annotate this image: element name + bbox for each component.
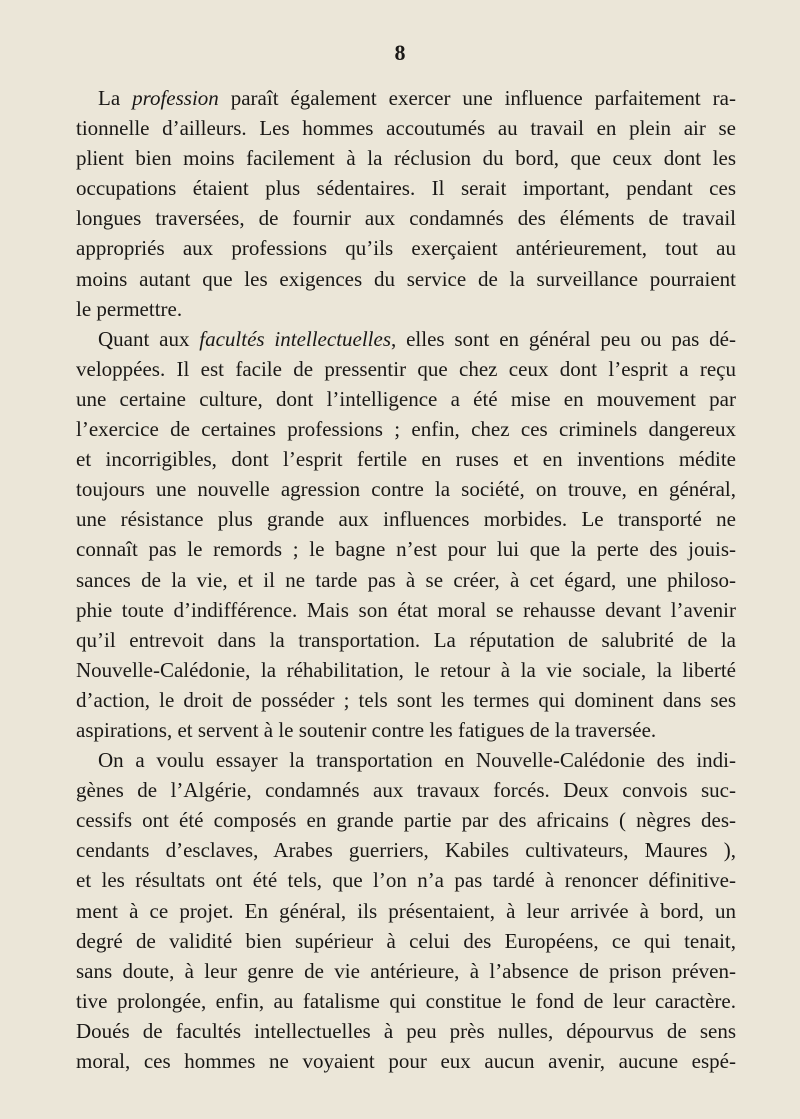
text-segment: gènes de l’Algérie, condamnés aux travaux forcés. Deux convois suc- <box>76 778 736 803</box>
text-segment: moral, ces hommes ne voyaient pour eux aucun avenir, aucune espé- <box>76 1049 736 1073</box>
text-segment: tive prolongée, enfin, au fatalisme qui constitue le fond de leur caractère. <box>76 988 736 1013</box>
body-text <box>76 83 736 1076</box>
text-segment: cendants d’esclaves, Arabes guerriers, Kabiles cultivateurs, Maures ), <box>76 838 736 863</box>
text-segment: et les résultats ont été tels, que l’on n’a pas tardé à renoncer définitive- <box>76 868 736 893</box>
text-segment: sances de la vie, et il ne tarde pas à se créer, à cet égard, une philoso- <box>76 567 736 592</box>
text-segment: tionnelle d’ailleurs. Les hommes accoutumés au travail en plein air se <box>76 116 736 141</box>
text-segment: l’exercice de certaines professions ; enfin, chez ces criminels dangereux <box>76 417 736 442</box>
text-segment: d’action, le droit de posséder ; tels sont les termes qui dominent dans ses <box>76 687 736 712</box>
text-segment: une certaine culture, dont l’intelligence a été mise en mouvement par <box>76 386 736 411</box>
text-line <box>76 775 736 805</box>
text-segment: La <box>98 86 133 110</box>
text-segment: veloppées. Il est facile de pressentir que chez ceux dont l’esprit a reçu <box>76 356 736 381</box>
text-line <box>76 685 736 715</box>
text-segment: moins autant que les exigences du service de la surveillance pourraient <box>76 266 736 291</box>
text-line <box>76 655 736 685</box>
text-segment: une résistance plus grande aux influences morbides. Le transporté ne <box>76 507 736 532</box>
text-line <box>76 865 736 895</box>
text-segment: , elles sont en général peu ou pas dé- <box>391 326 736 351</box>
text-segment: occupations étaient plus sédentaires. Il serait important, pendant ces <box>76 176 736 201</box>
text-line <box>76 896 736 926</box>
text-line <box>76 173 736 203</box>
text-segment: plient bien moins facilement à la réclusion du bord, que ceux dont les <box>76 146 736 171</box>
text-segment: degré de validité bien supérieur à celui des Européens, ce qui tenait, <box>76 928 736 953</box>
text-segment: On a voulu essayer la transportation en Nouvelle-Calédonie des indi- <box>98 748 736 773</box>
text-segment: paraît également exercer une influence parfaitement ra- <box>218 86 736 110</box>
text-segment: ment à ce projet. En général, ils présentaient, à leur arrivée à bord, un <box>76 898 736 923</box>
text-line <box>76 324 736 354</box>
text-segment: qu’il entrevoit dans la transportation. La réputation de salubrité de la <box>76 627 736 652</box>
text-line <box>76 143 736 173</box>
text-line <box>76 414 736 444</box>
text-line <box>76 805 736 835</box>
page-number: 8 <box>394 40 406 65</box>
text-line <box>76 504 736 534</box>
text-segment: toujours une nouvelle agression contre la société, on trouve, en général, <box>76 477 736 502</box>
text-line <box>76 565 736 595</box>
text-line <box>76 113 736 143</box>
text-segment: connaît pas le remords ; le bagne n’est pour lui que la perte des jouis- <box>76 537 736 562</box>
text-segment: Quant aux <box>98 326 200 351</box>
text-line <box>76 715 736 745</box>
text-segment: phie toute d’indifférence. Mais son état moral se rehausse devant l’avenir <box>76 597 736 622</box>
text-line <box>76 1016 736 1046</box>
text-segment: et incorrigibles, dont l’esprit fertile en ruses et en inventions médite <box>76 447 736 472</box>
text-line <box>76 986 736 1016</box>
text-line <box>76 595 736 625</box>
text-line <box>76 1046 736 1076</box>
italic-term: facultés intellectuelles <box>199 326 392 351</box>
text-line <box>76 444 736 474</box>
text-line <box>76 534 736 564</box>
text-line <box>76 203 736 233</box>
text-line <box>76 956 736 986</box>
text-line <box>76 835 736 865</box>
text-segment: Doués de facultés intellectuelles à peu près nulles, dépourvus de sens <box>76 1018 736 1043</box>
text-line <box>76 625 736 655</box>
text-segment: sans doute, à leur genre de vie antérieure, à l’absence de prison préven- <box>76 958 736 983</box>
text-segment: le permettre. <box>76 296 183 321</box>
italic-term: profession <box>132 86 219 110</box>
text-line <box>76 926 736 956</box>
text-line <box>76 474 736 504</box>
text-segment: appropriés aux professions qu’ils exerçaient antérieurement, tout au <box>76 236 736 261</box>
text-segment: longues traversées, de fournir aux condamnés des éléments de travail <box>76 206 736 231</box>
text-line <box>76 384 736 414</box>
text-line <box>76 233 736 263</box>
text-line <box>76 354 736 384</box>
text-segment: cessifs ont été composés en grande partie par des africains ( nègres des- <box>76 808 736 833</box>
text-segment: aspirations, et servent à le soutenir contre les fatigues de la traversée. <box>76 717 657 742</box>
text-line <box>76 294 736 324</box>
text-segment: Nouvelle-Calédonie, la réhabilitation, le retour à la vie sociale, la liberté <box>76 657 736 682</box>
text-line <box>76 83 736 113</box>
text-line <box>76 264 736 294</box>
text-line <box>76 745 736 775</box>
